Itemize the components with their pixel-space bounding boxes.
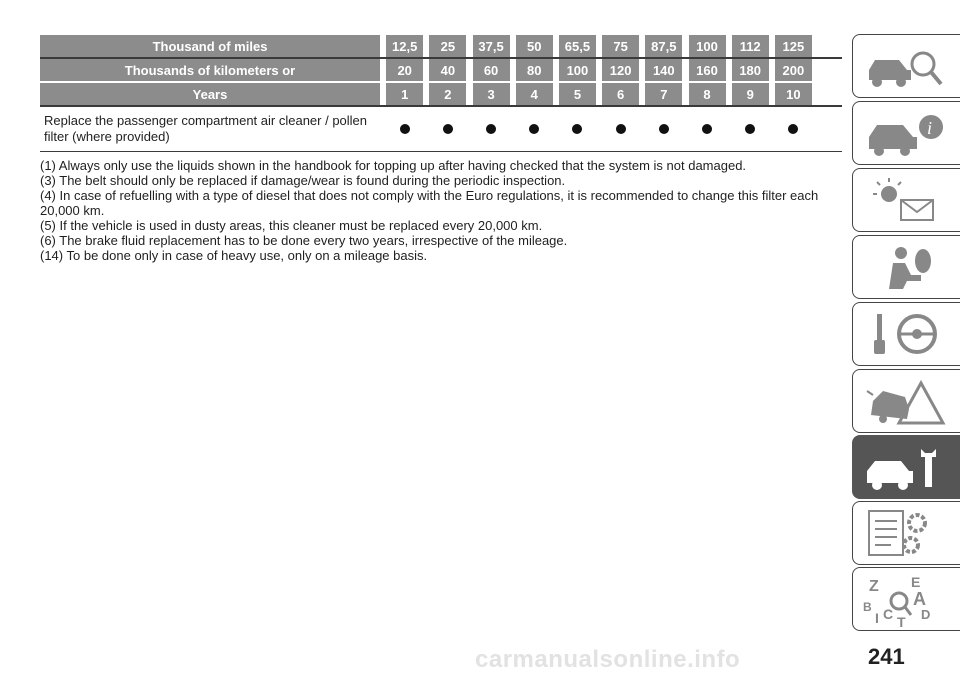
interval-mark-dot xyxy=(572,124,582,134)
maintenance-tab[interactable] xyxy=(852,435,960,499)
header-value: 65,5 xyxy=(559,35,596,57)
interval-cell xyxy=(689,107,726,151)
interval-cell xyxy=(645,107,682,151)
header-value: 25 xyxy=(429,35,466,57)
footnote: (4) In case of refuelling with a type of diesel that does not comply with the Euro regulations, it is recommended to change this filter each xyxy=(40,188,819,203)
header-label-kilometers: Thousands of kilometers or xyxy=(40,59,380,81)
maintenance-schedule-table xyxy=(40,35,842,152)
footnotes xyxy=(40,158,830,263)
header-value: 1 xyxy=(386,83,423,105)
alphabet-index-icon xyxy=(861,573,953,627)
svg-text:A: A xyxy=(913,589,926,609)
index-tab[interactable] xyxy=(852,567,960,631)
emergency-tab[interactable] xyxy=(852,369,960,433)
header-row-miles xyxy=(40,35,842,57)
header-value: 100 xyxy=(559,59,596,81)
header-value: 20 xyxy=(386,59,423,81)
interval-mark-dot xyxy=(659,124,669,134)
header-value: 75 xyxy=(602,35,639,57)
interval-cell xyxy=(516,107,553,151)
footnote: (5) If the vehicle is used in dusty areas, this cleaner must be replaced every 20,000 km. xyxy=(40,218,543,233)
footnote: (3) The belt should only be replaced if damage/wear is found during the periodic inspection. xyxy=(40,173,566,188)
svg-text:Z: Z xyxy=(869,578,879,595)
footnote: (6) The brake fluid replacement has to be done every two years, irrespective of the mileage. xyxy=(40,233,568,248)
knowing-car-tab[interactable] xyxy=(852,34,960,98)
interval-mark-dot xyxy=(788,124,798,134)
header-value: 120 xyxy=(602,59,639,81)
interval-mark-dot xyxy=(745,124,755,134)
header-value: 6 xyxy=(602,83,639,105)
header-value: 112 xyxy=(732,35,769,57)
interval-cell xyxy=(386,107,423,151)
key-steering-wheel-icon xyxy=(861,308,953,362)
header-value: 9 xyxy=(732,83,769,105)
crash-warning-triangle-icon xyxy=(861,375,953,429)
document-gear-icon xyxy=(861,507,953,561)
header-value: 125 xyxy=(775,35,812,57)
interval-mark-dot xyxy=(616,124,626,134)
header-value: 200 xyxy=(775,59,812,81)
item-label-line: filter (where provided) xyxy=(44,129,170,144)
interval-mark-dot xyxy=(486,124,496,134)
header-value: 160 xyxy=(689,59,726,81)
interval-cell xyxy=(602,107,639,151)
header-value: 100 xyxy=(689,35,726,57)
svg-text:i: i xyxy=(927,118,933,138)
info-tab[interactable] xyxy=(852,101,960,165)
header-value: 5 xyxy=(559,83,596,105)
warning-lights-tab[interactable] xyxy=(852,168,960,232)
footnote: 20,000 km. xyxy=(40,203,105,218)
starting-driving-tab[interactable] xyxy=(852,302,960,366)
header-value: 7 xyxy=(645,83,682,105)
interval-cell xyxy=(732,107,769,151)
footnote: (14) To be done only in case of heavy use, only on a mileage basis. xyxy=(40,248,428,263)
header-row-years xyxy=(40,83,842,105)
item-label-text xyxy=(44,113,367,145)
table-bottom-border xyxy=(40,151,842,152)
interval-cell xyxy=(429,107,466,151)
svg-text:C: C xyxy=(883,606,894,622)
interval-mark-dot xyxy=(529,124,539,134)
svg-text:E: E xyxy=(911,574,921,590)
header-value: 2 xyxy=(429,83,466,105)
header-label-years: Years xyxy=(40,83,380,105)
item-label-line: Replace the passenger compartment air cleaner / pollen xyxy=(44,113,368,128)
header-value: 10 xyxy=(775,83,812,105)
svg-text:D: D xyxy=(921,607,931,622)
header-value: 140 xyxy=(645,59,682,81)
header-value: 87,5 xyxy=(645,35,682,57)
header-value: 180 xyxy=(732,59,769,81)
header-label-miles: Thousand of miles xyxy=(40,35,380,57)
table-row xyxy=(40,107,842,151)
safety-tab[interactable] xyxy=(852,235,960,299)
header-value: 12,5 xyxy=(386,35,423,57)
interval-cell xyxy=(473,107,510,151)
footnote: (1) Always only use the liquids shown in the handbook for topping up after having checked that the system is not damaged. xyxy=(40,158,747,173)
svg-text:I: I xyxy=(875,610,879,626)
svg-text:T: T xyxy=(897,614,906,627)
car-wrench-icon xyxy=(861,441,953,495)
interval-cell xyxy=(775,107,812,151)
watermark: carmanualsonline.info xyxy=(475,646,741,673)
header-value: 8 xyxy=(689,83,726,105)
header-value: 50 xyxy=(516,35,553,57)
header-value: 80 xyxy=(516,59,553,81)
interval-mark-dot xyxy=(443,124,453,134)
header-value: 40 xyxy=(429,59,466,81)
item-label xyxy=(40,107,380,151)
svg-text:B: B xyxy=(863,600,872,614)
header-value: 60 xyxy=(473,59,510,81)
interval-mark-dot xyxy=(702,124,712,134)
warning-light-message-icon xyxy=(861,174,953,228)
interval-cell xyxy=(559,107,596,151)
header-value: 37,5 xyxy=(473,35,510,57)
header-value: 4 xyxy=(516,83,553,105)
technical-data-tab[interactable] xyxy=(852,501,960,565)
header-value: 3 xyxy=(473,83,510,105)
interval-mark-dot xyxy=(400,124,410,134)
airbag-passenger-icon xyxy=(861,241,953,295)
page-number: 241 xyxy=(868,644,905,669)
header-row-kilometers xyxy=(40,59,842,81)
car-magnifier-icon xyxy=(861,40,953,94)
car-info-icon xyxy=(861,107,953,161)
